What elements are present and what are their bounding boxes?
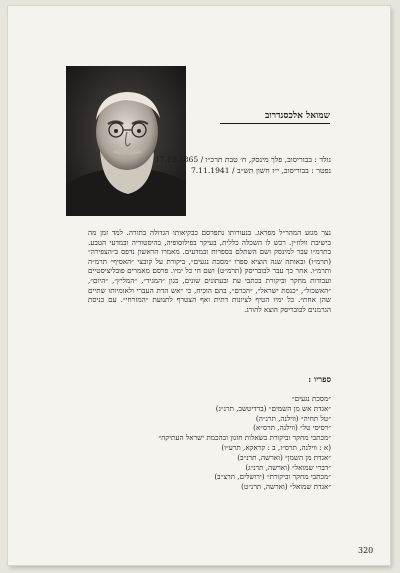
page-number: 320	[358, 546, 374, 555]
portrait-icon	[66, 66, 186, 216]
list-item: ״מכתבי מחקר וביקורת״ (ירושלים, תרצ״ב)	[214, 472, 331, 482]
list-item: ״אגדת אש מן השמים״ (ברדיטשב, תרנ״ג)	[215, 403, 331, 413]
list-item: ״אגדת שמואל״ (וארשה, תרנ״ט)	[241, 482, 331, 492]
biography-paragraph: נצר מגזע המהר״ל מפראג. בנעורותו נתפרסם כבקיאותו הגדולה בתורה. למד זמן מה בישיבת וולוז׳ין. רכש לו השכלה כללית, בעיקר בפילוסופיה, בהיסטוריה ובמדעי הטבע. בתרמ״ו עבר למינסק ושם השתלם בספרות ובמדעים. מאמרו הראשון נדפס ב״הצפירה״ (תרמ״ו) ובאותה שנה הוציא ספרו ״מסכת נגעים״, ביקורת על קובצי ״האסיף״ תרמ״ה ותרמ״ו. אחר כך עבר לבובריסק (תרמ״ט) ושם חי כל ימיו. פרסם מאמרים פובליציסטיים ועבודות מחקר וביקורת בכתבי עת ובעתונים שונים, כגון ״המגיד״, ״המליץ״, ״היום״, ״האשכול״, ״כנסת ישראל״, ״הכרם״, בהם הוכיח, כי ״אש הדת העברי ולאומיותו שתיים שהן אחת״. כל ימיו הטיף לציונות דתית ואף הצטרף לתנועת ״המזרחי״. עם כניסת הגרמנים לבובריסק הוצא להורג.	[88, 228, 331, 314]
list-item: ״מסכת נגעים״	[291, 394, 331, 403]
works-heading: ספריו :	[308, 374, 331, 384]
birth-line: נולד : בבוריסוב, פלך מינסק, ח׳ טבת תרכ״ו / 17.12.1865	[154, 155, 331, 164]
person-name: שמואל אלכסנדרוב	[220, 109, 330, 124]
list-item: ״רסיסי טל״ (ווילנה, תרס״א)	[253, 423, 331, 433]
works-list	[88, 394, 331, 492]
list-item: ״דברי שמואל״ (וארשה, תרנ״ג)	[245, 462, 331, 472]
list-item: ״טל תחיה״ (ווילנה, תרנ״ה)	[255, 413, 331, 423]
book-page	[8, 6, 390, 565]
vital-records	[126, 154, 331, 176]
list-item: ״אגדת מן השמן״ (וארשה, תרנ״ב)	[237, 452, 331, 462]
portrait-photo	[66, 66, 186, 216]
list-item: ״מכתבי מחקר וביקורת בשאלות חזנון ובהכמת ישראל העתיקה״	[158, 433, 331, 443]
list-item: (א : ווילנה, תרס״ז, ב : קראקא, תרע״ו)	[221, 442, 331, 452]
death-line: נפטר : בבוריסוב, י״ז חשון תש״ב / 7.11.1941	[190, 166, 331, 175]
